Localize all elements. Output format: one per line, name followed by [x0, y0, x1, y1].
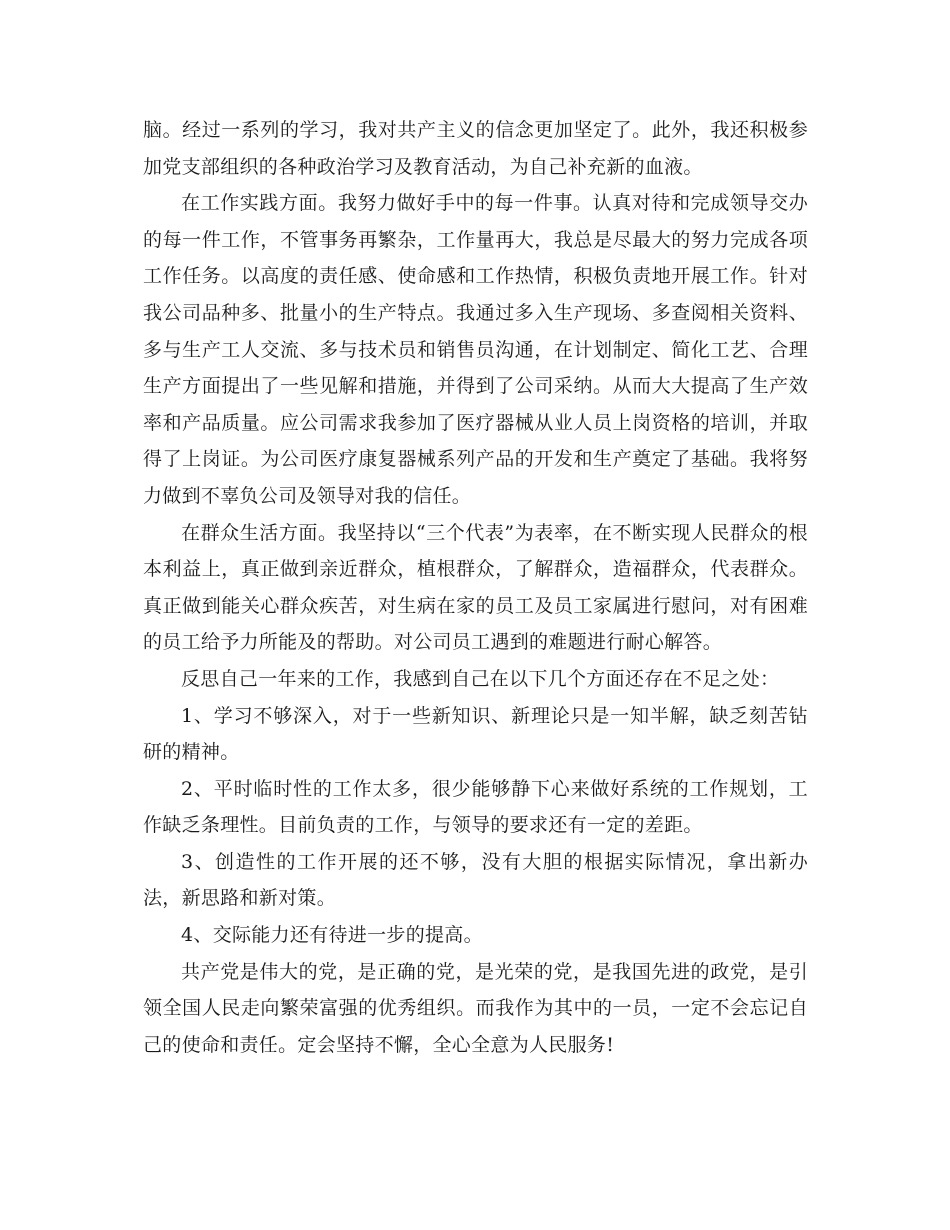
paragraph-conclusion: 共产党是伟大的党，是正确的党，是光荣的党，是我国先进的政党，是引领全国人民走向繁荣富强的优秀组织。而我作为其中的一员，一定不会忘记自己的使命和责任。定会坚持不懈，全心全意为人民服务! — [143, 960, 808, 1056]
paragraph-work-practice: 在工作实践方面。我努力做好手中的每一件事。认真对待和完成领导交办的每一件工作，不管事务再繁杂，工作量再大，我总是尽最大的努力完成各项工作任务。以高度的责任感、使命感和工作热情，积极负责地开展工作。针对我公司品种多、批量小的生产特点。我通过多入生产现场、多查阅相关资料、多与生产工人交流、多与技术员和销售员沟通，在计划制定、简化工艺、合理生产方面提出了一些见解和措施，并得到了公司采纳。从而大大提高了生产效率和产品质量。应公司需求我参加了医疗器械从业人员上岗资格的培训，并取得了上岗证。为公司医疗康复器械系列产品的开发和生产奠定了基础。我将努力做到不辜负公司及领导对我的信任。 — [143, 192, 808, 507]
paragraph-mass-life: 在群众生活方面。我坚持以“三个代表”为表率，在不断实现人民群众的根本利益上，真正做到亲近群众，植根群众，了解群众，造福群众，代表群众。真正做到能关心群众疾苦，对生病在家的员工及员工家属进行慰问，对有困难的员工给予力所能及的帮助。对公司员工遇到的难题进行耐心解答。 — [143, 521, 808, 654]
paragraph-reflection-intro: 反思自己一年来的工作，我感到自己在以下几个方面还存在不足之处： — [181, 667, 780, 690]
paragraph-continuation: 脑。经过一系列的学习，我对共产主义的信念更加坚定了。此外，我还积极参加党支部组织的各种政治学习及教育活动，为自己补充新的血液。 — [143, 119, 808, 178]
list-item-shortcoming-2: 2、平时临时性的工作太多，很少能够静下心来做好系统的工作规划，工作缺乏条理性。目前负责的工作，与领导的要求还有一定的差距。 — [143, 777, 808, 837]
list-item-shortcoming-3: 3、创造性的工作开展的还不够，没有大胆的根据实际情况，拿出新办法，新思路和新对策。 — [143, 850, 808, 910]
list-item-shortcoming-4: 4、交际能力还有待进一步的提高。 — [181, 924, 483, 947]
list-item-shortcoming-1: 1、学习不够深入，对于一些新知识、新理论只是一知半解，缺乏刻苦钻研的精神。 — [143, 704, 808, 764]
document-body — [143, 112, 808, 1063]
